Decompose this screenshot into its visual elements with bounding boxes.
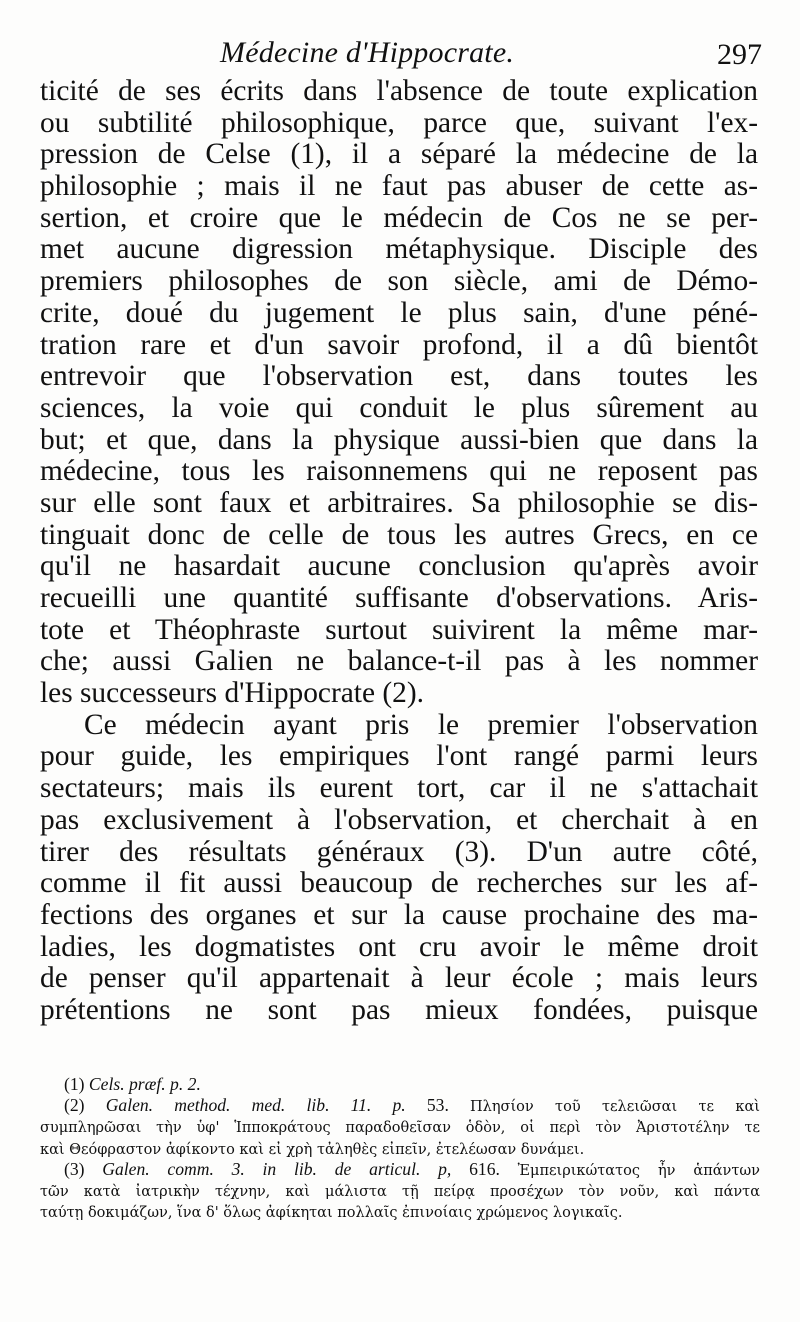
text-line: sertion, et croire que le médecin de Cos ne se per- xyxy=(40,202,758,234)
paragraph-start-line: Ce médecin ayant pris le premier l'observation xyxy=(84,709,758,741)
footnote-3 xyxy=(40,1159,760,1180)
footnote-number: (1) xyxy=(64,1074,85,1094)
greek-quote: ταύτῃ δοκιμάζων, ἵνα δ' ὅλως ἀφίκηται πολλαῖς ἐπινοίαις χρώμενος λογικαῖς. xyxy=(40,1205,623,1222)
footnotes xyxy=(40,1074,760,1222)
footnote-2-cont xyxy=(40,1138,760,1159)
footnote-number: (2) xyxy=(64,1095,85,1116)
footnote-3-cont xyxy=(40,1180,760,1201)
text-line: philosophie ; mais il ne faut pas abuser de cette as- xyxy=(40,171,758,203)
paragraph-end-line: les successeurs d'Hippocrate (2). xyxy=(40,678,424,710)
text-line: prétentions ne sont pas mieux fondées, puisque xyxy=(40,994,758,1026)
text-line: pas exclusivement à l'observation, et cherchait à en xyxy=(40,804,758,836)
text-line: crite, doué du jugement le plus sain, d'une péné- xyxy=(40,297,758,329)
footnote-3-cont xyxy=(40,1201,760,1222)
text-line: che; aussi Galien ne balance-t-il pas à les nommer xyxy=(40,646,758,678)
body-text xyxy=(40,76,758,1027)
text-line: de penser qu'il appartenait à leur école ; mais leurs xyxy=(40,963,758,995)
text-line: tinguait donc de celle de tous les autres Grecs, en ce xyxy=(40,519,758,551)
text-line: premiers philosophes de son siècle, ami de Démo- xyxy=(40,266,758,298)
text-line: tration rare et d'un savoir profond, il a dû bientôt xyxy=(40,329,758,361)
text-line: sciences, la voie qui conduit le plus sûrement au xyxy=(40,392,758,424)
footnote-reference: Cels. præf. p. 2. xyxy=(88,1074,201,1094)
text-line: sur elle sont faux et arbitraires. Sa philosophie se dis- xyxy=(40,487,758,519)
text-line: qu'il ne hasardait aucune conclusion qu'après avoir xyxy=(40,551,758,583)
text-line: but; et que, dans la physique aussi-bien que dans la xyxy=(40,424,758,456)
page-number: 297 xyxy=(717,38,762,71)
greek-quote: Πλησίον τοῦ τελειῶσαι τε καὶ xyxy=(470,1099,760,1116)
text-line: tirer des résultats généraux (3). D'un autre côté, xyxy=(40,836,758,868)
text-line: tote et Théophraste surtout suivirent la même mar- xyxy=(40,614,758,646)
text-line: sectateurs; mais ils eurent tort, car il ne s'attachait xyxy=(40,773,758,805)
text-line: ladies, les dogmatistes ont cru avoir le même droit xyxy=(40,931,758,963)
footnote-reference: Galen. comm. 3. in lib. de articul. p, xyxy=(102,1158,452,1179)
footnote-2 xyxy=(40,1095,760,1116)
footnote-reference: Galen. method. med. lib. 11. p. xyxy=(105,1095,406,1116)
text-line: ticité de ses écrits dans l'absence de toute explication xyxy=(40,76,758,107)
greek-quote: τῶν κατὰ ἰατρικὴν τέχνην, καὶ μάλιστα τῇ πείρᾳ προσέχων τὸν νοῦν, καὶ πάντα xyxy=(40,1183,760,1200)
greek-quote: Ἐμπειρικώτατος ἦν ἁπάντων xyxy=(517,1162,760,1179)
text-line: médecine, tous les raisonnemens qui ne reposent pas xyxy=(40,456,758,488)
text-line: ou subtilité philosophique, parce que, suivant l'ex- xyxy=(40,107,758,139)
page-header xyxy=(40,28,762,80)
footnote-number: (3) xyxy=(64,1158,85,1179)
footnote-1 xyxy=(40,1074,760,1095)
text-line: pression de Celse (1), il a séparé la médecine de la xyxy=(40,139,758,171)
text-line: comme il fit aussi beaucoup de recherches sur les af- xyxy=(40,868,758,900)
text-line: recueilli une quantité suffisante d'observations. Aris- xyxy=(40,583,758,614)
text-line: entrevoir que l'observation est, dans toutes les xyxy=(40,361,758,393)
text-line: met aucune digression métaphysique. Disciple des xyxy=(40,234,758,266)
greek-quote: συμπληρῶσαι τὴν ὑφ' Ἱπποκράτους παραδοθεῖσαν ὁδὸν, οἱ περὶ τὸν Ἀριστοτέλην τε xyxy=(40,1120,760,1137)
footnote-page: 53. xyxy=(426,1095,449,1116)
text-line: fections des organes et sur la cause prochaine des ma- xyxy=(40,899,758,931)
footnote-page: 616. xyxy=(469,1158,500,1179)
footnote-2-cont xyxy=(40,1116,760,1137)
text-line: pour guide, les empiriques l'ont rangé parmi leurs xyxy=(40,741,758,773)
running-title: Médecine d'Hippocrate. xyxy=(220,36,515,69)
greek-quote: καὶ Θεόφραστον ἀφίκοντο καὶ εἰ χρὴ τἀληθὲς εἰπεῖν, ἐτελέωσαν δυνάμει. xyxy=(40,1141,585,1158)
